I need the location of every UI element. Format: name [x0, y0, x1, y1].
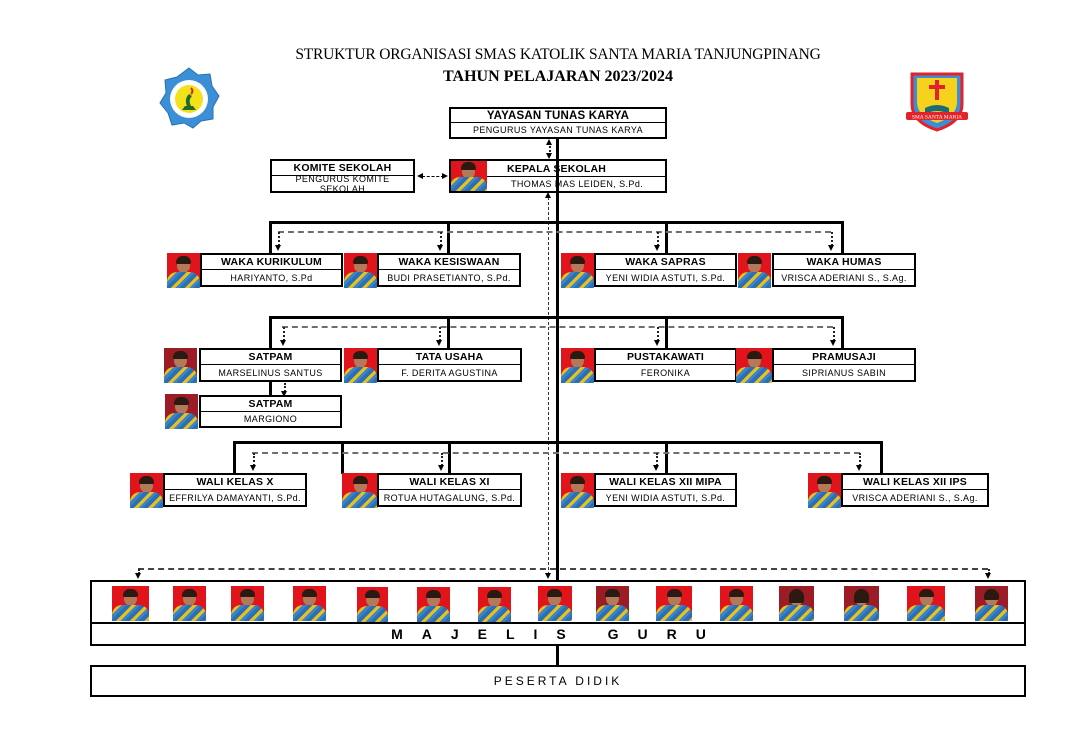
- wali-xi-title: WALI KELAS XI: [379, 475, 520, 490]
- guru-photo: [478, 587, 511, 622]
- chart-subtitle: TAHUN PELAJARAN 2023/2024: [443, 68, 673, 85]
- arrow-down-icon: [250, 465, 256, 471]
- satpam-1-name: MARSELINUS SANTUS: [218, 367, 323, 378]
- satpam-2-photo: [165, 394, 198, 429]
- arrow-down-icon: [437, 245, 443, 251]
- waka-kesiswaan-box: [377, 253, 521, 287]
- row1-drop: [447, 221, 450, 254]
- waka-sapras-name: YENI WIDIA ASTUTI, S.Pd.: [605, 272, 726, 283]
- svg-text:SMA SANTA MARIA: SMA SANTA MARIA: [911, 114, 963, 121]
- komite-box: [270, 159, 415, 193]
- pustakawati-name: FERONIKA: [640, 367, 691, 378]
- arrow-down-icon: [275, 245, 281, 251]
- guru-photo: [293, 586, 326, 621]
- tata-usaha-photo: [344, 348, 377, 383]
- yayasan-logo-icon: [158, 66, 220, 130]
- wali-xi-name: ROTUA HUTAGALUNG, S.Pd.: [383, 492, 516, 503]
- satpam-2-box: [199, 395, 342, 428]
- wali-xii-ips-box: [841, 473, 989, 507]
- satpam-1-title: SATPAM: [201, 350, 340, 365]
- waka-humas-box: [772, 253, 916, 287]
- guru-dashed: [138, 568, 988, 570]
- wali-xii-ips-title: WALI KELAS XII IPS: [843, 475, 987, 490]
- kepala-box: [449, 159, 667, 193]
- waka-humas-name: VRISCA ADERIANI S., S.Ag.: [781, 272, 907, 283]
- arrow-down-icon: [280, 340, 286, 346]
- wali-x-photo: [130, 473, 163, 508]
- row1-drop: [841, 221, 844, 254]
- komite-title: KOMITE SEKOLAH: [272, 161, 413, 176]
- peserta-didik-box: PESERTA DIDIK: [90, 665, 1026, 697]
- satpam-1-photo: [164, 348, 197, 383]
- arrow-down-icon: [828, 245, 834, 251]
- row1-drop: [665, 221, 668, 254]
- arrow-right-icon: [442, 173, 448, 179]
- yayasan-title: YAYASAN TUNAS KARYA: [451, 109, 665, 123]
- row1-bar: [269, 221, 844, 224]
- arrow-down-icon: [985, 573, 991, 579]
- arrow-down-icon: [830, 340, 836, 346]
- guru-photo: [720, 586, 753, 621]
- waka-kurikulum-box: [200, 253, 343, 287]
- waka-sapras-box: [594, 253, 737, 287]
- tata-usaha-title: TATA USAHA: [379, 350, 520, 365]
- pramusaji-photo: [736, 348, 772, 383]
- waka-kurikulum-name: HARIYANTO, S.Pd: [230, 272, 313, 283]
- wali-xi-photo: [342, 473, 378, 508]
- guru-photo: [656, 586, 692, 621]
- waka-kesiswaan-name: BUDI PRASETIANTO, S.Pd.: [387, 272, 511, 283]
- pramusaji-box: [772, 348, 916, 382]
- arrow-left-icon: [417, 173, 423, 179]
- satpam-2-name: MARGIONO: [243, 413, 298, 424]
- arrow-down-icon: [654, 340, 660, 346]
- kepala-title: KEPALA SEKOLAH: [507, 162, 607, 175]
- pustakawati-box: [594, 348, 737, 382]
- satpam-2-title: SATPAM: [201, 397, 340, 412]
- waka-kurikulum-photo: [167, 253, 200, 288]
- arrow-down-icon: [654, 245, 660, 251]
- kepala-name: THOMAS MAS LEIDEN, S.Pd.: [487, 176, 665, 191]
- dashed-spine: [548, 197, 549, 575]
- wali-xii-ips-name: VRISCA ADERIANI S., S.Ag.: [852, 492, 978, 503]
- spine-line: [556, 138, 559, 580]
- waka-kesiswaan-photo: [344, 253, 377, 288]
- yayasan-name: PENGURUS YAYASAN TUNAS KARYA: [472, 125, 644, 135]
- dashed-connector: [422, 176, 444, 177]
- wali-xii-mipa-title: WALI KELAS XII MIPA: [596, 475, 735, 490]
- arrow-down-icon: [545, 573, 551, 579]
- komite-name: PENGURUS KOMITE SEKOLAH: [295, 173, 390, 194]
- row1-drop: [269, 221, 272, 254]
- pramusaji-name: SIPRIANUS SABIN: [801, 367, 887, 378]
- pramusaji-title: PRAMUSAJI: [774, 350, 914, 365]
- waka-kurikulum-title: WAKA KURIKULUM: [202, 255, 341, 270]
- majelis-guru-box: [90, 580, 1026, 646]
- arrow-down-icon: [135, 573, 141, 579]
- waka-humas-photo: [738, 253, 771, 288]
- wali-xii-ips-photo: [808, 473, 841, 508]
- arrow-down-icon: [856, 465, 862, 471]
- guru-photo: [779, 586, 814, 621]
- wali-xi-box: [377, 473, 522, 507]
- tata-usaha-box: [377, 348, 522, 382]
- guru-photo-strip: [92, 582, 1024, 624]
- waka-sapras-title: WAKA SAPRAS: [596, 255, 735, 270]
- guru-photo: [596, 586, 629, 621]
- row2-bar: [269, 316, 844, 319]
- wali-xii-mipa-box: [594, 473, 737, 507]
- guru-photo: [844, 586, 879, 621]
- wali-xii-mipa-photo: [561, 473, 594, 508]
- waka-humas-title: WAKA HUMAS: [774, 255, 914, 270]
- guru-photo: [231, 586, 264, 621]
- guru-photo: [173, 586, 206, 621]
- wali-x-box: [163, 473, 307, 507]
- pustakawati-photo: [561, 348, 594, 383]
- row3-bar: [233, 441, 883, 444]
- arrow-down-icon: [438, 465, 444, 471]
- arrow-up-icon: [546, 139, 552, 145]
- wali-x-title: WALI KELAS X: [165, 475, 305, 490]
- guru-photo: [975, 586, 1008, 621]
- satpam-1-box: [199, 348, 342, 382]
- waka-kesiswaan-title: WAKA KESISWAAN: [379, 255, 519, 270]
- yayasan-box: [449, 107, 667, 139]
- majelis-guru-label: MAJELIS GURU: [391, 626, 725, 642]
- waka-sapras-photo: [561, 253, 594, 288]
- row1-dashed: [278, 231, 831, 233]
- arrow-down-icon: [436, 340, 442, 346]
- guru-photo: [112, 586, 149, 621]
- guru-photo: [907, 586, 945, 621]
- tata-usaha-name: F. DERITA AGUSTINA: [401, 367, 498, 378]
- sma-santa-maria-logo-icon: [904, 68, 970, 136]
- guru-photo: [538, 586, 572, 621]
- guru-photo: [417, 587, 450, 622]
- pustakawati-title: PUSTAKAWATI: [596, 350, 735, 365]
- guru-photo: [357, 587, 388, 622]
- chart-title: STRUKTUR ORGANISASI SMAS KATOLIK SANTA MARIA TANJUNGPINANG: [295, 46, 821, 63]
- wali-x-name: EFFRILYA DAMAYANTI, S.Pd.: [169, 492, 301, 503]
- arrow-down-icon: [653, 465, 659, 471]
- wali-xii-mipa-name: YENI WIDIA ASTUTI, S.Pd.: [605, 492, 726, 503]
